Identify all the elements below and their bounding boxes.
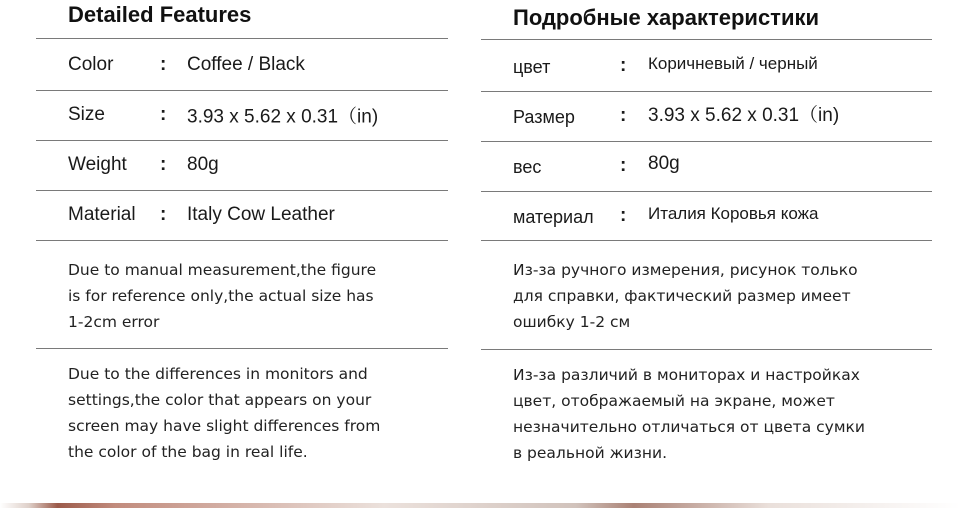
spec-colon: :: [620, 205, 627, 226]
spec-colon: :: [160, 204, 167, 225]
spec-colon: :: [160, 104, 167, 125]
divider: [36, 240, 448, 241]
spec-row-size: [481, 91, 932, 141]
spec-label: материал: [513, 207, 594, 228]
spec-colon: :: [160, 154, 167, 175]
spec-row-material: [36, 190, 448, 240]
spec-colon: :: [620, 155, 627, 176]
spec-label: Color: [68, 54, 114, 75]
spec-value: 3.93 x 5.62 x 0.31（in): [648, 104, 840, 126]
spec-value: 80g: [187, 154, 219, 175]
spec-row-size: [36, 90, 448, 140]
divider: [36, 348, 448, 349]
spec-colon: :: [620, 55, 627, 76]
spec-label: Size: [68, 104, 105, 125]
spec-label: Weight: [68, 154, 127, 175]
divider: [481, 39, 932, 40]
measurement-note: Due to manual measurement,the figure is for reference only,the actual size has 1-2cm error: [68, 261, 377, 331]
spec-row-weight: [481, 141, 932, 191]
page-title: Подробные характеристики: [513, 5, 820, 30]
measurement-note: Из-за ручного измерения, рисунок только для справки, фактический размер имеет ошибку 1-2 см: [513, 261, 858, 331]
product-photo-edge: [0, 503, 960, 508]
spec-colon: :: [160, 54, 167, 75]
divider: [36, 38, 448, 39]
spec-value: Italy Cow Leather: [187, 204, 335, 225]
spec-value: Коричневый / черный: [648, 54, 818, 73]
color-difference-note: Due to the differences in monitors and settings,the color that appears on your screen may have slight differences from the color of the bag in real life.: [68, 365, 381, 461]
spec-value: Италия Коровья кожа: [648, 204, 819, 223]
spec-colon: :: [620, 105, 627, 126]
spec-label: Material: [68, 204, 136, 225]
color-difference-note: Из-за различий в мониторах и настройках цвет, отображаемый на экране, может незначительно отличаться от цвета сумки в реальной жизни.: [513, 366, 865, 462]
divider: [481, 349, 932, 350]
spec-value: 3.93 x 5.62 x 0.31（in): [187, 106, 379, 128]
spec-row-material: [481, 191, 932, 241]
divider: [481, 240, 932, 241]
spec-label: цвет: [513, 57, 551, 78]
spec-row-color: [481, 41, 932, 91]
spec-label: вес: [513, 157, 542, 178]
spec-row-color: [36, 40, 448, 90]
page-title: Detailed Features: [68, 2, 252, 27]
spec-row-weight: [36, 140, 448, 190]
spec-value: Coffee / Black: [187, 54, 305, 75]
spec-value: 80g: [648, 152, 680, 174]
spec-label: Размер: [513, 107, 575, 128]
